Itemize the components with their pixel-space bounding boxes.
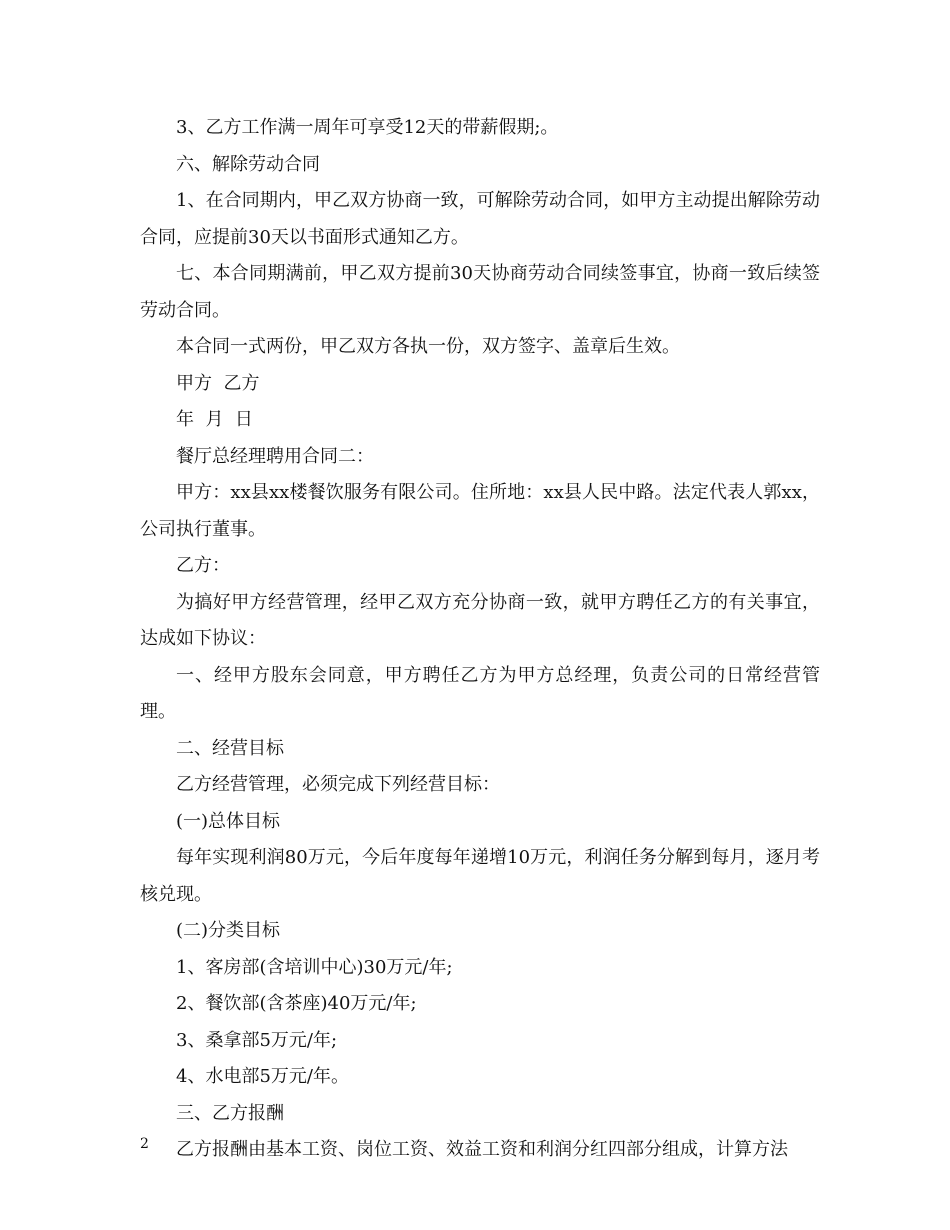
subsection-heading: (一)总体目标: [176, 810, 281, 832]
list-item: 3、桑拿部5万元/年;: [176, 1029, 338, 1051]
section-heading: 三、乙方报酬: [176, 1102, 284, 1124]
list-item: 4、水电部5万元/年。: [176, 1066, 349, 1087]
page-number: 2: [140, 1136, 149, 1152]
section-heading: 二、经营目标: [176, 737, 284, 759]
paragraph: 3、乙方工作满一周年可享受12天的带薪假期;。: [176, 117, 559, 138]
signature-date: 年 月 日: [176, 409, 253, 430]
signature-parties: 甲方 乙方: [176, 372, 260, 394]
contract-title: 餐厅总经理聘用合同二：: [176, 445, 374, 467]
paragraph: 每年实现利润80万元，今后年度每年递增10万元，利润任务分解到每月，逐月考核兑现。: [140, 847, 820, 905]
paragraph: 七、本合同期满前，甲乙双方提前30天协商劳动合同续签事宜，协商一致后续签劳动合同。: [140, 263, 820, 321]
document-body: [140, 110, 820, 1169]
list-item: 2、餐饮部(含茶座)40万元/年;: [176, 993, 417, 1014]
paragraph: 1、在合同期内，甲乙双方协商一致，可解除劳动合同，如甲方主动提出解除劳动合同，应提前30天以书面形式通知乙方。: [140, 190, 820, 248]
paragraph: 乙方报酬由基本工资、岗位工资、效益工资和利润分红四部分组成，计算方法: [176, 1139, 788, 1160]
section-heading: 六、解除劳动合同: [176, 153, 320, 175]
paragraph: 一、经甲方股东会同意，甲方聘任乙方为甲方总经理，负责公司的日常经营管理。: [140, 664, 820, 722]
paragraph: 本合同一式两份，甲乙双方各执一份，双方签字、盖章后生效。: [176, 336, 680, 357]
subsection-heading: (二)分类目标: [176, 920, 281, 941]
list-item: 1、客房部(含培训中心)30万元/年;: [176, 956, 453, 978]
paragraph: 甲方：xx县xx楼餐饮服务有限公司。住所地：xx县人民中路。法定代表人郭xx，公司执行董事。: [140, 482, 820, 540]
paragraph: 乙方：: [176, 555, 230, 576]
paragraph: 乙方经营管理，必须完成下列经营目标：: [176, 774, 500, 795]
paragraph: 为搞好甲方经营管理，经甲乙双方充分协商一致，就甲方聘任乙方的有关事宜，达成如下协议：: [140, 591, 820, 649]
